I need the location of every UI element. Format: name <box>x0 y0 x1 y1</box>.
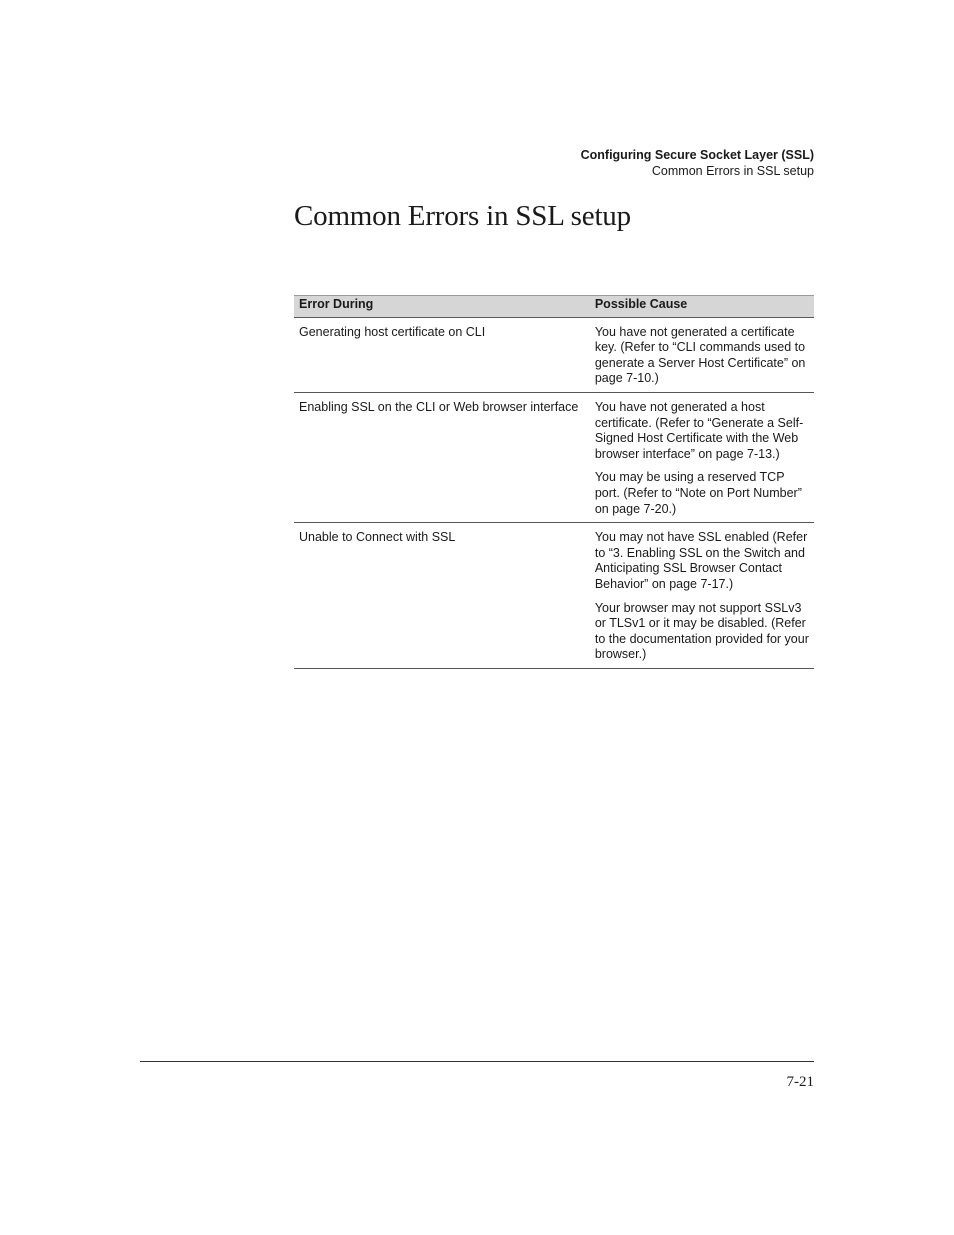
cause-cell <box>590 317 814 392</box>
page-number: 7-21 <box>786 1074 814 1090</box>
cause-cell <box>590 392 814 522</box>
cause-text: You have not generated a host certificate. (Refer to “Generate a Self-Signed Host Certificate with the Web browser interface” on page 7-13.) <box>594 399 804 461</box>
cause-text: Your browser may not support SSLv3 or TLSv1 or it may be disabled. (Refer to the documentation provided for your browser.) <box>594 600 809 662</box>
table-row <box>294 392 814 522</box>
ssl-errors-table <box>294 295 814 669</box>
cause-cell <box>590 523 814 669</box>
table-header-row <box>294 296 814 318</box>
column-header-possible-cause: Possible Cause <box>590 296 814 318</box>
table-row <box>294 317 814 392</box>
table-row <box>294 523 814 669</box>
error-cell: Generating host certificate on CLI <box>294 317 590 392</box>
cause-text: You have not generated a certificate key. (Refer to “CLI commands used to generate a Server Host Certificate” on page 7-10.) <box>594 324 806 386</box>
running-header-chapter: Configuring Secure Socket Layer (SSL) <box>580 148 814 162</box>
cause-text: You may not have SSL enabled (Refer to “3. Enabling SSL on the Switch and Anticipating SSL Browser Contact Behavior” on page 7-17.) <box>594 530 808 591</box>
footer-divider <box>140 1061 814 1062</box>
cause-text: You may be using a reserved TCP port. (Refer to “Note on Port Number” on page 7-20.) <box>594 470 802 516</box>
error-cell: Enabling SSL on the CLI or Web browser interface <box>294 392 590 522</box>
running-header-section: Common Errors in SSL setup <box>651 164 814 178</box>
page-title: Common Errors in SSL setup <box>294 200 631 232</box>
error-cell: Unable to Connect with SSL <box>294 523 590 669</box>
running-header <box>581 147 814 179</box>
column-header-error-during: Error During <box>294 296 590 318</box>
